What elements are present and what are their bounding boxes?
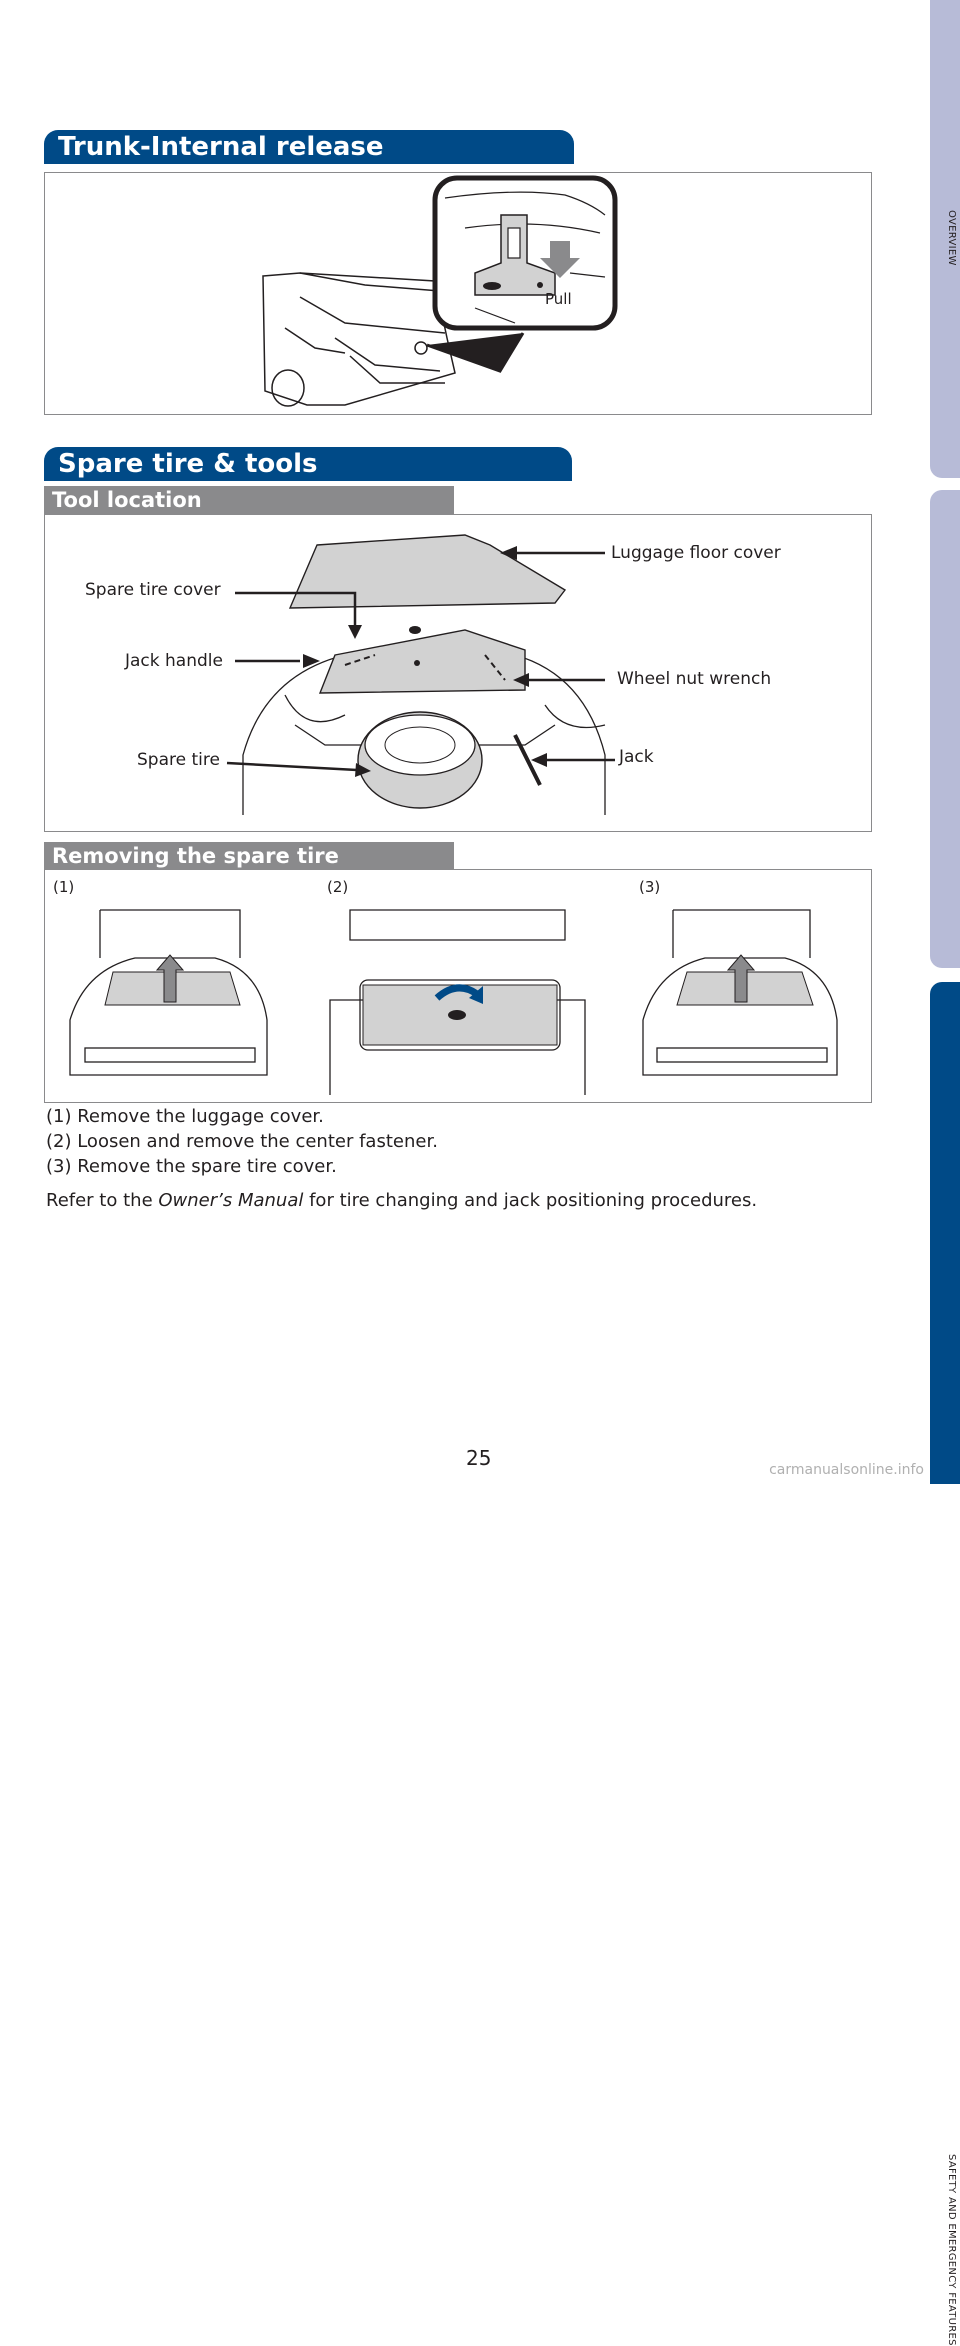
side-tab-overview[interactable] xyxy=(930,0,960,478)
callout-wheel-nut-wrench: Wheel nut wrench xyxy=(617,669,772,689)
trunk-release-panel xyxy=(44,172,872,415)
spare-tire-header: Spare tire & tools xyxy=(44,447,572,481)
instruction-line: (2) Loosen and remove the center fastener. xyxy=(46,1131,438,1152)
tool-location-panel xyxy=(44,514,872,832)
note-manual-title: Owner’s Manual xyxy=(158,1190,304,1211)
instructions xyxy=(46,1104,757,1213)
step-label: (1) xyxy=(53,878,75,896)
trunk-release-header: Trunk-Internal release xyxy=(44,130,574,164)
callout-spare-tire-cover: Spare tire cover xyxy=(85,580,221,600)
side-tab-label: OVERVIEW xyxy=(946,210,957,266)
step-label: (2) xyxy=(327,878,349,896)
instruction-line: (3) Remove the spare tire cover. xyxy=(46,1156,337,1177)
side-tab-label: SAFETY AND EMERGENCY FEATURES xyxy=(946,2154,957,2346)
pull-label: Pull xyxy=(545,290,572,308)
tool-location-header: Tool location xyxy=(44,486,454,514)
instruction-line: (1) Remove the luggage cover. xyxy=(46,1106,324,1127)
step-label: (3) xyxy=(639,878,661,896)
callout-jack-handle: Jack handle xyxy=(125,651,223,671)
page-number: 25 xyxy=(466,1446,492,1470)
removing-spare-tire-panel xyxy=(44,869,872,1103)
manual-note xyxy=(46,1188,757,1213)
note-suffix: for tire changing and jack positioning procedures. xyxy=(303,1190,758,1211)
trunk-release-illustration xyxy=(45,173,871,414)
watermark: carmanualsonline.info xyxy=(769,1462,924,1478)
callout-jack: Jack xyxy=(619,747,654,767)
side-tab-safety[interactable] xyxy=(930,982,960,2346)
removing-steps-illustration xyxy=(45,870,871,1102)
side-tab-features-operations[interactable] xyxy=(930,490,960,968)
removing-spare-tire-header: Removing the spare tire xyxy=(44,842,454,870)
callout-spare-tire: Spare tire xyxy=(137,750,220,770)
callout-luggage-floor-cover: Luggage floor cover xyxy=(611,543,781,563)
note-prefix: Refer to the xyxy=(46,1190,159,1211)
